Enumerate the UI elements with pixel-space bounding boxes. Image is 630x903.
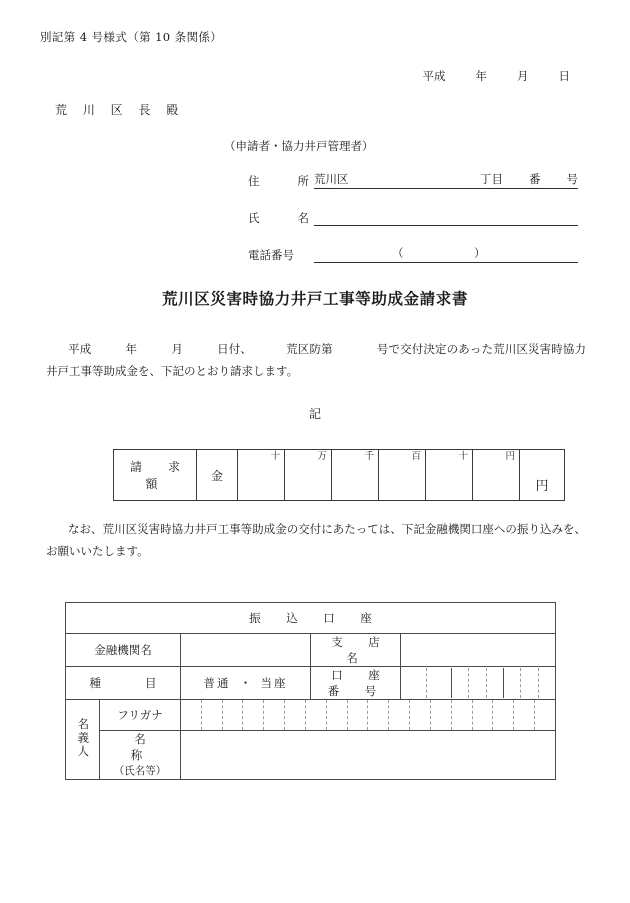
account-number-label: 口 座 番 号	[311, 667, 401, 700]
bank-furigana-row	[66, 700, 556, 731]
address-row	[248, 168, 578, 189]
account-kind-label: 種 目	[66, 667, 181, 700]
phone-paren-open: （	[392, 246, 404, 260]
applicant-heading: （申請者・協力井戸管理者）	[224, 139, 374, 153]
address-label: 住 所	[248, 174, 314, 188]
account-digit-cell[interactable]	[469, 668, 486, 698]
p1-docref: 荒区防第	[286, 342, 333, 356]
kind-option-toza[interactable]: 当座	[260, 676, 288, 690]
amount-unit-6: 円	[505, 451, 515, 462]
p1-era: 平成	[68, 342, 92, 356]
furigana-cell[interactable]	[181, 700, 202, 730]
amount-unit-1: 十	[270, 451, 280, 462]
date-year-unit: 年	[475, 69, 487, 83]
institution-value[interactable]	[181, 634, 311, 667]
amount-unit-5: 十	[458, 451, 468, 462]
p1-month: 月	[171, 342, 183, 356]
furigana-cell[interactable]	[306, 700, 327, 730]
bank-institution-row	[66, 634, 556, 667]
amount-label: 請 求 額	[114, 450, 197, 501]
account-group-3	[504, 668, 555, 698]
furigana-cell[interactable]	[514, 700, 535, 730]
furigana-cell-wrap	[181, 700, 555, 730]
amount-unit-4: 百	[411, 451, 421, 462]
bank-name-row	[66, 731, 556, 780]
account-digit-cell[interactable]	[401, 668, 427, 698]
address-go-label: 号	[566, 172, 578, 186]
bank-table-header: 振 込 口 座	[66, 603, 556, 634]
furigana-cell[interactable]	[535, 700, 555, 730]
amount-unit-3: 千	[364, 451, 374, 462]
phone-paren-close: ）	[474, 246, 486, 260]
p2-text: なお、荒川区災害時協力井戸工事等助成金の交付にあたっては、下記金融機関口座への振り込みを、お願いいたします。	[46, 522, 586, 558]
date-month-unit: 月	[517, 69, 529, 83]
ki-mark: 記	[308, 407, 321, 421]
branch-value[interactable]	[401, 634, 556, 667]
date-era: 平成	[422, 69, 446, 83]
address-prefix: 荒川区	[314, 172, 349, 186]
body-paragraph-1	[46, 338, 586, 382]
account-digit-cell[interactable]	[427, 668, 452, 698]
amount-table-row	[114, 450, 565, 501]
amount-kin-label: 金	[197, 450, 238, 501]
amount-digit-cell-3[interactable]	[332, 450, 379, 501]
name-input[interactable]	[314, 208, 578, 226]
furigana-cell[interactable]	[389, 700, 410, 730]
furigana-cell[interactable]	[452, 700, 473, 730]
furigana-cell[interactable]	[243, 700, 264, 730]
furigana-cell[interactable]	[431, 700, 452, 730]
amount-unit-2: 万	[317, 451, 327, 462]
furigana-cell[interactable]	[264, 700, 285, 730]
kind-separator: ・	[239, 676, 252, 690]
furigana-cell[interactable]	[368, 700, 389, 730]
account-holder-label-text: 名義人	[76, 717, 91, 759]
account-digit-cell[interactable]	[539, 668, 555, 698]
amount-digit-cell-1[interactable]	[238, 450, 285, 501]
bank-table-header-row	[66, 603, 556, 634]
furigana-cell[interactable]	[473, 700, 494, 730]
holder-name-label-line2: （氏名等）	[113, 765, 167, 777]
holder-name-label	[100, 731, 190, 780]
amount-table	[113, 449, 565, 501]
amount-digit-cell-6[interactable]	[473, 450, 520, 501]
p1-year: 年	[125, 342, 138, 356]
phone-label: 電話番号	[248, 248, 294, 262]
account-digit-cell[interactable]	[521, 668, 538, 698]
bank-kind-row	[66, 667, 556, 700]
furigana-cell[interactable]	[410, 700, 431, 730]
amount-digit-cell-5[interactable]	[426, 450, 473, 501]
address-input[interactable]	[314, 171, 578, 189]
furigana-cell[interactable]	[285, 700, 306, 730]
form-number: 別記第 4 号様式（第 10 条関係）	[40, 30, 223, 44]
phone-input[interactable]	[314, 245, 578, 263]
address-ban-label: 番	[529, 172, 541, 186]
account-digit-cell[interactable]	[452, 668, 469, 698]
furigana-cell[interactable]	[223, 700, 244, 730]
furigana-cells[interactable]	[181, 700, 556, 731]
applicant-field-block	[248, 168, 578, 279]
name-label: 氏 名	[248, 211, 314, 225]
name-row	[248, 205, 578, 226]
amount-yen-suffix: 円	[520, 450, 565, 501]
institution-label: 金融機関名	[66, 634, 181, 667]
furigana-cell[interactable]	[202, 700, 223, 730]
account-holder-label	[66, 700, 100, 780]
account-digit-cell[interactable]	[487, 668, 503, 698]
address-chome-label: 丁目	[480, 172, 503, 186]
furigana-cell[interactable]	[327, 700, 348, 730]
branch-label: 支 店 名	[311, 634, 401, 667]
furigana-cell[interactable]	[493, 700, 514, 730]
holder-name-value[interactable]	[181, 731, 556, 780]
furigana-cell[interactable]	[348, 700, 369, 730]
body-paragraph-2	[46, 518, 586, 562]
kind-option-futsu[interactable]: 普通	[203, 676, 231, 690]
p1-rest: 号で交付決定のあった荒川区災害時協力井戸工事等助成金を、下記のとおり請求します。	[46, 342, 587, 378]
p1-day: 日付、	[216, 342, 253, 356]
date-day-unit: 日	[558, 69, 570, 83]
amount-digit-cell-2[interactable]	[285, 450, 332, 501]
address-suffix-group	[480, 171, 578, 187]
amount-digit-cell-4[interactable]	[379, 450, 426, 501]
phone-row	[248, 242, 578, 263]
account-group-2	[452, 668, 504, 698]
addressee: 荒 川 区 長 殿	[55, 103, 185, 117]
account-digit-cell[interactable]	[504, 668, 521, 698]
bank-transfer-table	[65, 602, 556, 780]
account-cell-wrap	[401, 668, 555, 698]
document-title: 荒川区災害時協力井戸工事等助成金請求書	[162, 289, 468, 308]
account-group-1	[401, 668, 452, 698]
holder-name-label-line1: 名 称	[130, 732, 190, 762]
account-kind-value[interactable]	[181, 667, 311, 700]
furigana-label: フリガナ	[100, 700, 181, 731]
date-line	[0, 68, 570, 84]
account-number-cells[interactable]	[401, 667, 556, 700]
